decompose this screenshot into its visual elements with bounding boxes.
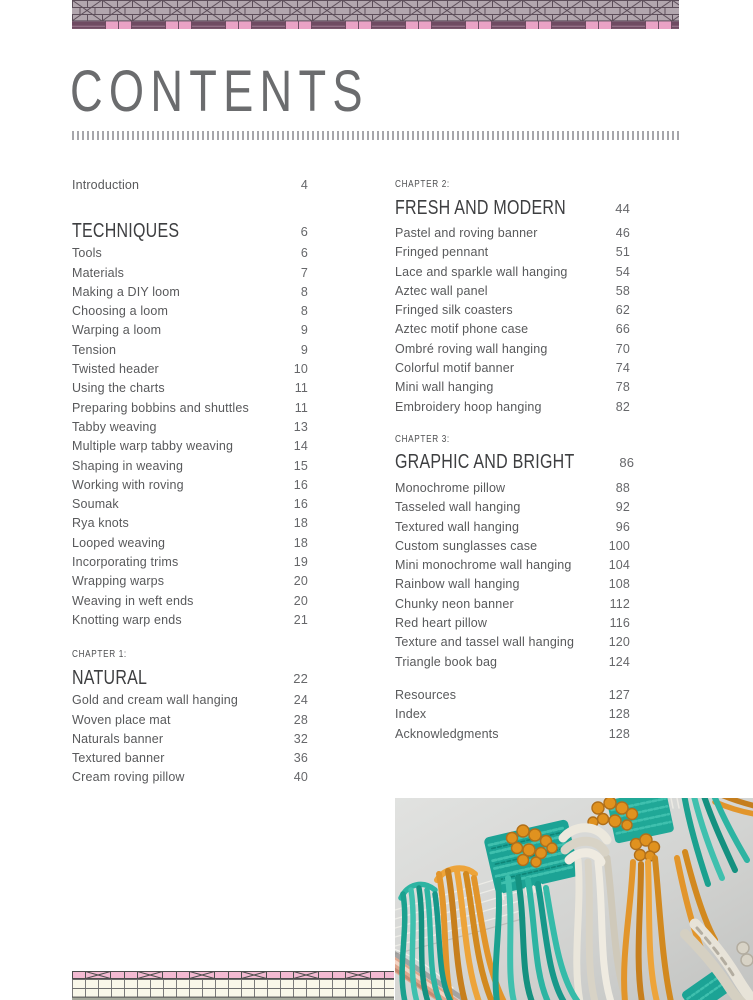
entry-page-number: 20 — [293, 593, 308, 608]
entry-page-number: 15 — [293, 458, 308, 473]
entry-label: Embroidery hoop hanging — [395, 399, 542, 414]
toc-entry — [395, 558, 630, 577]
toc-entry — [395, 539, 630, 558]
toc-entry — [72, 516, 308, 535]
entry-label: Aztec motif phone case — [395, 322, 529, 337]
toc-entry — [72, 459, 308, 478]
toc-entry — [395, 481, 630, 500]
section-heading: TECHNIQUES — [72, 219, 180, 242]
toc-entry — [395, 577, 630, 596]
toc-entry — [72, 381, 308, 400]
woven-pattern-bottom-border — [72, 971, 394, 1000]
entry-label: Red heart pillow — [395, 616, 488, 631]
toc-column-right — [395, 178, 635, 746]
toc-entry — [72, 693, 308, 712]
entry-label: Acknowledgments — [395, 726, 499, 741]
entry-label: Using the charts — [72, 381, 165, 396]
entry-label: Fringed silk coasters — [395, 303, 513, 318]
entry-page-number: 36 — [293, 751, 308, 766]
entry-page-number: 19 — [293, 555, 308, 570]
toc-entry — [72, 594, 308, 613]
toc-section — [72, 218, 308, 632]
entry-page-number: 4 — [300, 178, 308, 192]
toc-entry — [395, 380, 630, 399]
section-items — [395, 226, 630, 419]
section-heading-row — [395, 195, 630, 221]
entry-label: Gold and cream wall hanging — [72, 693, 238, 708]
entry-page-number: 16 — [293, 477, 308, 492]
entry-label: Rainbow wall hanging — [395, 577, 520, 592]
toc-column-left — [72, 178, 308, 790]
toc-entry — [72, 732, 308, 751]
entry-page-number: 127 — [608, 687, 630, 702]
toc-section — [395, 178, 630, 419]
entry-label: Tools — [72, 246, 102, 261]
entry-label: Texture and tassel wall hanging — [395, 635, 575, 650]
entry-label: Looped weaving — [72, 535, 166, 550]
entry-page-number: 18 — [293, 516, 308, 531]
toc-entry — [395, 688, 630, 707]
entry-label: Aztec wall panel — [395, 283, 488, 298]
entry-label: Chunky neon banner — [395, 596, 514, 611]
toc-entry — [72, 323, 308, 342]
section-page-number: 22 — [293, 670, 308, 686]
entry-label: Wrapping warps — [72, 574, 165, 589]
entry-label: Custom sunglasses case — [395, 538, 538, 553]
toc-entry — [72, 536, 308, 555]
entry-label: Tabby weaving — [72, 419, 157, 434]
entry-page-number: 70 — [615, 341, 630, 356]
chapter-kicker: CHAPTER 2: — [395, 179, 450, 190]
toc-entry — [72, 574, 308, 593]
entry-page-number: 13 — [293, 419, 308, 434]
entry-page-number: 58 — [615, 283, 630, 298]
entry-label: Choosing a loom — [72, 304, 169, 319]
entry-page-number: 8 — [300, 284, 308, 299]
entry-label: Shaping in weaving — [72, 458, 184, 473]
toc-entry — [395, 655, 630, 674]
entry-page-number: 82 — [615, 399, 630, 414]
entry-page-number: 124 — [608, 654, 630, 669]
entry-page-number: 62 — [615, 303, 630, 318]
toc-entry — [72, 439, 308, 458]
entry-label: Triangle book bag — [395, 654, 498, 669]
entry-label: Resources — [395, 687, 457, 702]
toc-entry — [395, 265, 630, 284]
entry-label: Cream roving pillow — [72, 770, 185, 785]
section-heading-row — [395, 450, 635, 476]
toc-entry — [395, 520, 630, 539]
entry-label: Weaving in weft ends — [72, 593, 194, 608]
toc-entry — [395, 707, 630, 726]
entry-page-number: 128 — [608, 707, 630, 722]
section-heading: FRESH AND MODERN — [395, 196, 566, 219]
entry-page-number: 11 — [294, 400, 308, 415]
entry-page-number: 51 — [615, 245, 630, 260]
section-page-number: 6 — [300, 223, 308, 239]
entry-label: Tasseled wall hanging — [395, 500, 521, 515]
entry-page-number: 7 — [300, 265, 308, 280]
entry-page-number: 21 — [293, 612, 308, 627]
section-page-number: 86 — [619, 455, 635, 471]
toc-entry — [72, 343, 308, 362]
entry-page-number: 128 — [608, 726, 630, 741]
entry-page-number: 20 — [293, 574, 308, 589]
entry-page-number: 66 — [615, 322, 630, 337]
entry-page-number: 16 — [293, 497, 308, 512]
entry-page-number: 46 — [615, 226, 630, 240]
entry-label: Lace and sparkle wall hanging — [395, 264, 568, 279]
entry-label: Incorporating trims — [72, 555, 179, 570]
entry-page-number: 9 — [300, 323, 308, 338]
entry-label: Index — [395, 707, 427, 722]
toc-entry — [395, 635, 630, 654]
entry-label: Knotting warp ends — [72, 612, 182, 627]
entry-page-number: 112 — [609, 596, 630, 611]
entry-page-number: 18 — [293, 535, 308, 550]
entry-page-number: 6 — [300, 246, 308, 261]
toc-entry — [395, 361, 630, 380]
entry-label: Tension — [72, 342, 117, 357]
toc-entry — [72, 401, 308, 420]
entry-label: Ombré roving wall hanging — [395, 341, 548, 356]
entry-label: Preparing bobbins and shuttles — [72, 400, 249, 415]
entry-page-number: 9 — [300, 342, 308, 357]
toc-entry — [72, 770, 308, 789]
chapter-kicker: CHAPTER 1: — [72, 649, 127, 661]
entry-label: Twisted header — [72, 362, 159, 377]
entry-page-number: 120 — [608, 635, 630, 650]
entry-page-number: 116 — [609, 616, 630, 631]
chapter-kicker: CHAPTER 3: — [395, 433, 450, 445]
entry-page-number: 108 — [608, 577, 630, 592]
entry-page-number: 74 — [615, 361, 630, 376]
entry-label: Textured wall hanging — [395, 519, 520, 534]
section-heading: NATURAL — [72, 666, 148, 689]
toc-entry — [395, 342, 630, 361]
entry-page-number: 10 — [293, 362, 308, 377]
toc-entry — [395, 597, 630, 616]
toc-entry — [395, 303, 630, 322]
entry-label: Textured banner — [72, 751, 165, 766]
toc-entry — [72, 497, 308, 516]
entry-label: Colorful motif banner — [395, 361, 515, 376]
entry-label: Naturals banner — [72, 731, 164, 746]
entry-label: Mini monochrome wall hanging — [395, 558, 572, 573]
toc-entry — [72, 266, 308, 285]
entry-label: Making a DIY loom — [72, 284, 180, 299]
tick-divider — [72, 131, 679, 140]
entry-label: Mini wall hanging — [395, 380, 494, 395]
section-items — [395, 481, 630, 674]
entry-page-number: 100 — [608, 538, 630, 553]
toc-entry — [72, 285, 308, 304]
section-page-number: 44 — [615, 200, 630, 216]
toc-entry — [395, 616, 630, 635]
entry-page-number: 14 — [293, 439, 308, 454]
toc-entry — [72, 713, 308, 732]
toc-entry — [72, 246, 308, 265]
toc-entry — [72, 420, 308, 439]
entry-page-number: 8 — [300, 304, 308, 319]
entry-label: Soumak — [72, 497, 119, 512]
entry-page-number: 96 — [615, 519, 630, 534]
woven-pattern-top-border — [72, 0, 679, 29]
toc-entry — [72, 555, 308, 574]
toc-section — [72, 648, 308, 789]
entry-label: Fringed pennant — [395, 245, 489, 260]
toc-entry — [72, 178, 308, 197]
entry-page-number: 40 — [293, 770, 308, 785]
toc-entry — [72, 751, 308, 770]
entry-page-number: 92 — [615, 500, 630, 515]
toc-entry — [72, 613, 308, 632]
toc-entry — [395, 322, 630, 341]
section-heading-row — [72, 665, 308, 691]
toc-entry — [395, 245, 630, 264]
entry-page-number: 24 — [293, 693, 308, 708]
entry-page-number: 28 — [293, 712, 308, 727]
toc-entry — [72, 304, 308, 323]
entry-page-number: 11 — [294, 381, 308, 396]
weaving-detail-photo — [395, 798, 753, 1000]
section-heading-row — [72, 218, 308, 244]
entry-page-number: 32 — [293, 731, 308, 746]
toc-entry — [395, 400, 630, 419]
entry-label: Introduction — [72, 178, 140, 192]
page-title: CONTENTS — [70, 59, 369, 124]
toc-entry — [395, 284, 630, 303]
toc-entry — [395, 226, 630, 245]
entry-label: Warping a loom — [72, 323, 162, 338]
entry-label: Materials — [72, 265, 125, 280]
section-items — [72, 246, 308, 632]
entry-label: Pastel and roving banner — [395, 226, 538, 240]
section-items — [72, 693, 308, 789]
toc-entry — [395, 727, 630, 746]
toc-entry — [72, 478, 308, 497]
entry-page-number: 88 — [615, 480, 630, 495]
toc-section — [395, 433, 635, 674]
entry-label: Rya knots — [72, 516, 129, 531]
toc-entry — [72, 362, 308, 381]
entry-label: Working with roving — [72, 477, 184, 492]
section-heading: GRAPHIC AND BRIGHT — [395, 451, 575, 474]
entry-page-number: 104 — [608, 558, 630, 573]
front-matter — [72, 178, 308, 197]
toc-entry — [395, 500, 630, 519]
entry-label: Monochrome pillow — [395, 480, 506, 495]
back-matter — [395, 688, 630, 746]
entry-page-number: 54 — [615, 264, 630, 279]
entry-label: Multiple warp tabby weaving — [72, 439, 234, 454]
entry-page-number: 78 — [615, 380, 630, 395]
entry-label: Woven place mat — [72, 712, 171, 727]
